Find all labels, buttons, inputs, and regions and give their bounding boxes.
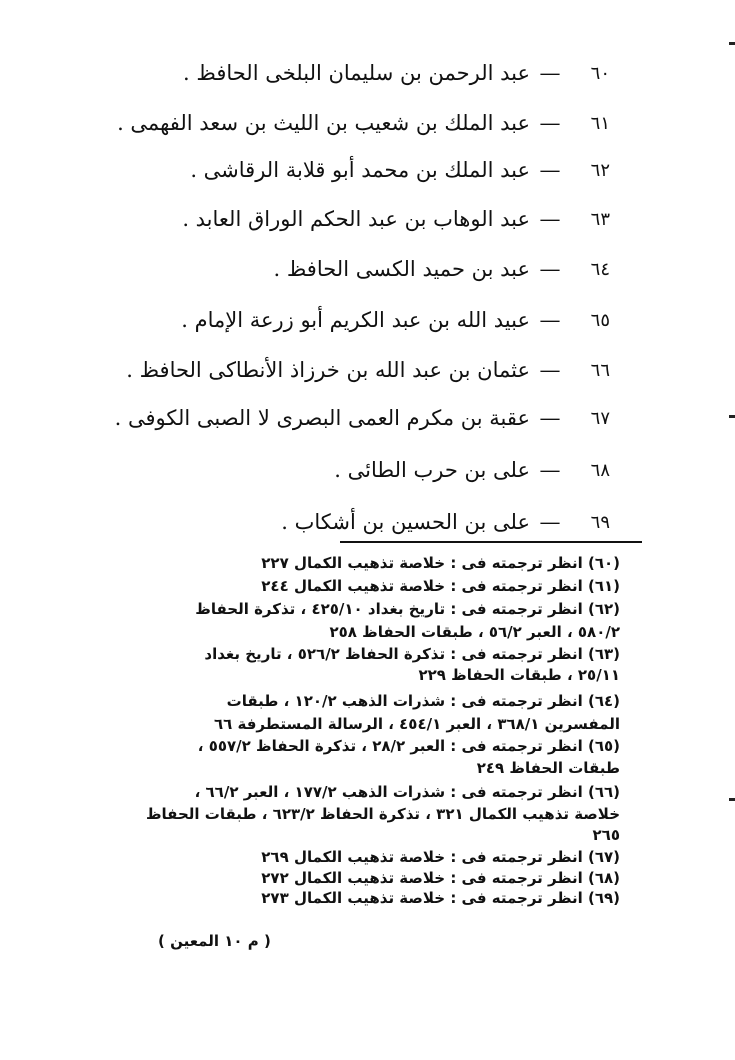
footnote-66-cont2: ٢٦٥ — [592, 826, 620, 844]
scan-edge-mark — [729, 42, 735, 45]
entry-name: عبد الوهاب بن عبد الحكم الوراق العابد . — [182, 207, 530, 231]
footnote-63: (٦٣) انظر ترجمته فى : تذكرة الحفاظ ٥٢٦/٢ ، تاريخ بغداد — [204, 645, 620, 663]
footnote-64: (٦٤) انظر ترجمته فى : شذرات الذهب ١٢٠/٢ ، طبقات — [226, 692, 620, 710]
entry-number: ٦٠ — [590, 62, 610, 84]
entry-name: عبد الملك بن محمد أبو قلابة الرقاشى . — [190, 158, 530, 182]
entry-dash: — — [539, 406, 561, 430]
footnote-67: (٦٧) انظر ترجمته فى : خلاصة تذهيب الكمال ٢٦٩ — [261, 848, 620, 866]
entry-69 — [50, 502, 610, 542]
entry-62 — [50, 150, 610, 190]
entry-number: ٦١ — [590, 112, 610, 134]
entry-dash: — — [539, 61, 561, 85]
footnote-62: (٦٢) انظر ترجمته فى : تاريخ بغداد ٤٢٥/١٠ ، تذكرة الحفاظ — [195, 600, 620, 618]
entry-64 — [50, 249, 610, 289]
entry-number: ٦٨ — [590, 459, 610, 481]
entry-name: عقبة بن مكرم العمى البصرى لا الصبى الكوفى . — [114, 406, 530, 430]
entry-60 — [50, 53, 610, 93]
entry-dash: — — [539, 358, 561, 382]
footnote-65: (٦٥) انظر ترجمته فى : العبر ٢٨/٢ ، تذكرة الحفاظ ٥٥٧/٢ ، — [197, 737, 620, 755]
entry-67 — [50, 398, 610, 438]
entry-number: ٦٩ — [590, 511, 610, 533]
entry-number: ٦٣ — [590, 208, 610, 230]
printer-signature: ( م ١٠ المعين ) — [158, 932, 271, 950]
footnote-divider — [340, 541, 642, 543]
entry-dash: — — [539, 458, 561, 482]
entry-name: على بن حرب الطائى . — [334, 458, 530, 482]
footnote-61: (٦١) انظر ترجمته فى : خلاصة تذهيب الكمال ٢٤٤ — [261, 577, 620, 595]
entry-dash: — — [539, 158, 561, 182]
entry-61 — [50, 103, 610, 143]
footnote-69: (٦٩) انظر ترجمته فى : خلاصة تذهيب الكمال ٢٧٣ — [261, 889, 620, 907]
entry-name: عبد بن حميد الكسى الحافظ . — [273, 257, 530, 281]
footnote-63-cont: ٢٥/١١ ، طبقات الحفاظ ٢٢٩ — [418, 666, 620, 684]
entry-name: عثمان بن عبد الله بن خرزاذ الأنطاكى الحافظ . — [126, 358, 530, 382]
entry-number: ٦٧ — [590, 407, 610, 429]
entry-dash: — — [539, 111, 561, 135]
scan-edge-mark — [729, 798, 735, 801]
entry-68 — [50, 450, 610, 490]
footnote-65-cont: طبقات الحفاظ ٢٤٩ — [476, 759, 620, 777]
footnote-66: (٦٦) انظر ترجمته فى : شذرات الذهب ١٧٧/٢ ، العبر ٦٦/٢ ، — [194, 783, 620, 801]
footnote-64-cont: المفسرين ٣٦٨/١ ، العبر ٤٥٤/١ ، الرسالة المستطرفة ٦٦ — [213, 715, 620, 733]
entry-dash: — — [539, 257, 561, 281]
entry-number: ٦٤ — [590, 258, 610, 280]
scan-edge-mark — [729, 415, 735, 418]
entry-dash: — — [539, 510, 561, 534]
entry-name: عبد الرحمن بن سليمان البلخى الحافظ . — [183, 61, 530, 85]
footnote-60: (٦٠) انظر ترجمته فى : خلاصة تذهيب الكمال ٢٢٧ — [261, 554, 620, 572]
entry-name: عبيد الله بن عبد الكريم أبو زرعة الإمام . — [181, 308, 530, 332]
entry-63 — [50, 199, 610, 239]
entry-name: عبد الملك بن شعيب بن الليث بن سعد الفهمى . — [117, 111, 530, 135]
entry-dash: — — [539, 207, 561, 231]
entry-number: ٦٦ — [590, 359, 610, 381]
entry-dash: — — [539, 308, 561, 332]
footnote-62-cont: ٥٨٠/٢ ، العبر ٥٦/٢ ، طبقات الحفاظ ٢٥٨ — [329, 623, 620, 641]
entry-number: ٦٥ — [590, 309, 610, 331]
entry-65 — [50, 300, 610, 340]
entry-66 — [50, 350, 610, 390]
footnote-66-cont: خلاصة تذهيب الكمال ٣٢١ ، تذكرة الحفاظ ٦٢٣/٢ ، طبقات الحفاظ — [145, 805, 620, 823]
footnote-68: (٦٨) انظر ترجمته فى : خلاصة تذهيب الكمال ٢٧٢ — [261, 869, 620, 887]
entry-name: على بن الحسين بن أشكاب . — [281, 510, 530, 534]
entry-number: ٦٢ — [590, 159, 610, 181]
